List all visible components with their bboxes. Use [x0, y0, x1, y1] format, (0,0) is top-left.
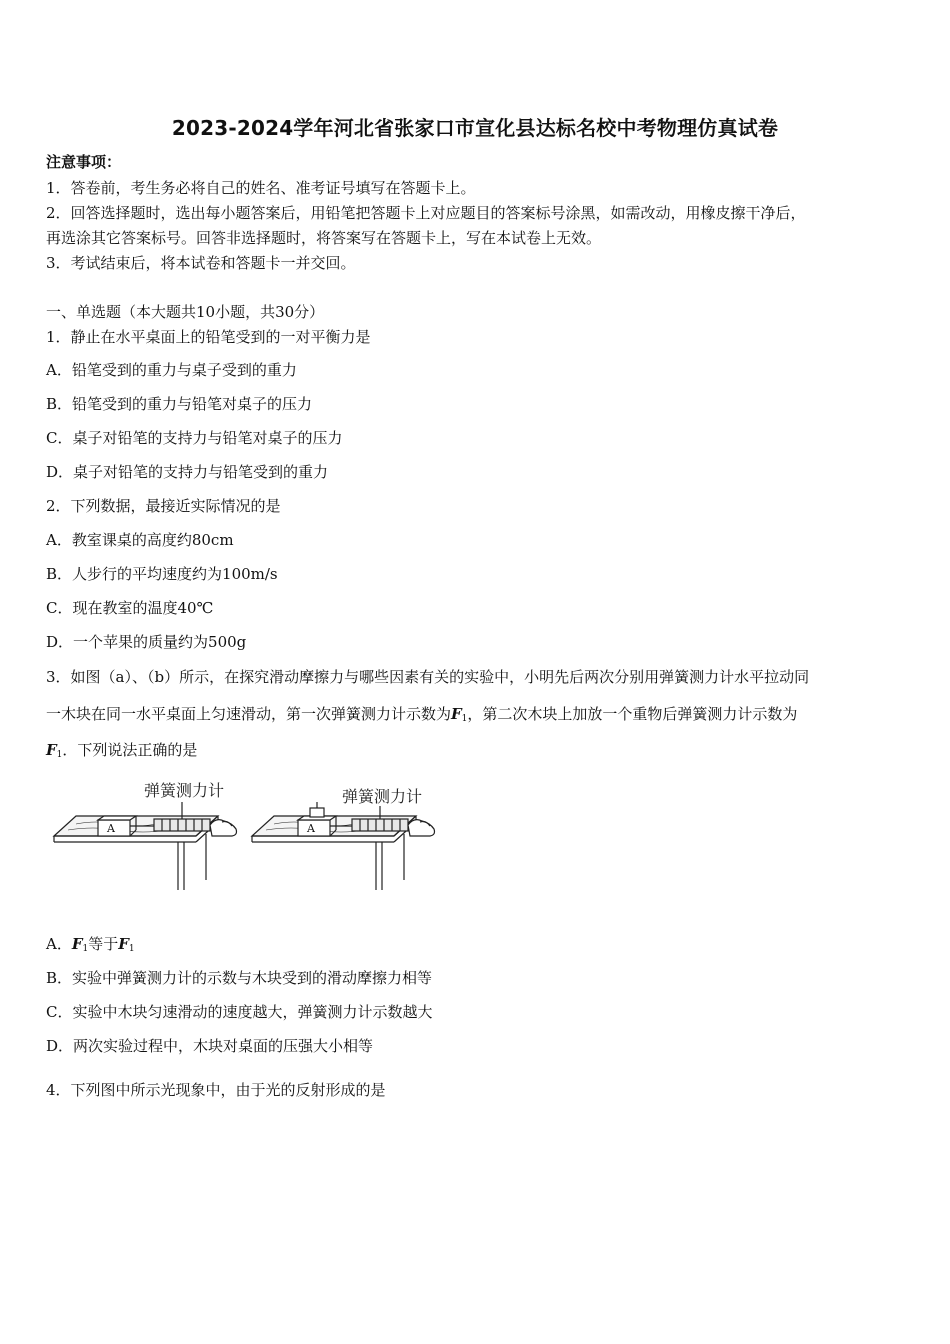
q2-option-b: B．人步行的平均速度约为100m/s	[46, 565, 278, 583]
spring-scale-figure	[46, 772, 456, 894]
notice-item: 3．考试结束后，将本试卷和答题卡一并交回。	[46, 254, 356, 272]
question-3-line2: 一木块在同一水平桌面上匀速滑动，第一次弹簧测力计示数为$F_1$，第二次木块上加放一个重物后弹簧测力计示数为	[46, 705, 798, 724]
question-1-stem: 1．静止在水平桌面上的铅笔受到的一对平衡力是	[46, 328, 371, 346]
q1-option-c: C．桌子对铅笔的支持力与铅笔对桌子的压力	[46, 429, 343, 447]
notice-item: 再选涂其它答案标号。回答非选择题时，将答案写在答题卡上，写在本试卷上无效。	[46, 229, 602, 247]
q3-option-c: C．实验中木块匀速滑动的速度越大，弹簧测力计示数越大	[46, 1003, 433, 1021]
q2-option-a: A．教室课桌的高度约80cm	[46, 531, 234, 549]
figure-a-label: 弹簧测力计	[144, 781, 225, 800]
figure-b-label: 弹簧测力计	[342, 787, 423, 806]
q1-option-d: D．桌子对铅笔的支持力与铅笔受到的重力	[46, 463, 329, 481]
q3-option-a: A．$F_1$等于$F_1$	[46, 935, 135, 954]
q1-option-b: B．铅笔受到的重力与铅笔对桌子的压力	[46, 395, 313, 413]
q3-option-d: D．两次实验过程中，木块对桌面的压强大小相等	[46, 1037, 374, 1055]
question-3-line1: 3．如图（a）、（b）所示，在探究滑动摩擦力与哪些因素有关的实验中，小明先后两次分别用弹簧测力计水平拉动同	[46, 668, 810, 686]
question-3-line3: $F_1$．下列说法正确的是	[46, 741, 198, 760]
q1-option-a: A．铅笔受到的重力与桌子受到的重力	[46, 361, 297, 379]
notice-item: 2．回答选择题时，选出每小题答案后，用铅笔把答题卡上对应题目的答案标号涂黑，如需改动，用橡皮擦干净后，	[46, 204, 806, 222]
question-2-stem: 2．下列数据，最接近实际情况的是	[46, 497, 281, 515]
q3-option-b: B．实验中弹簧测力计的示数与木块受到的滑动摩擦力相等	[46, 969, 433, 987]
section-heading: 一、单选题（本大题共10小题，共30分）	[46, 303, 325, 321]
question-4-stem: 4．下列图中所示光现象中，由于光的反射形成的是	[46, 1081, 386, 1099]
q2-option-c: C．现在教室的温度40℃	[46, 599, 214, 617]
notice-item: 1．答卷前，考生务必将自己的姓名、准考证号填写在答题卡上。	[46, 179, 476, 197]
notice-heading: 注意事项：	[46, 153, 122, 171]
q2-option-d: D．一个苹果的质量约为500g	[46, 633, 247, 651]
block-b-label: A	[307, 822, 315, 835]
block-a-label: A	[107, 822, 115, 835]
page-title: 2023-2024学年河北省张家口市宣化县达标名校中考物理仿真试卷	[171, 116, 779, 140]
